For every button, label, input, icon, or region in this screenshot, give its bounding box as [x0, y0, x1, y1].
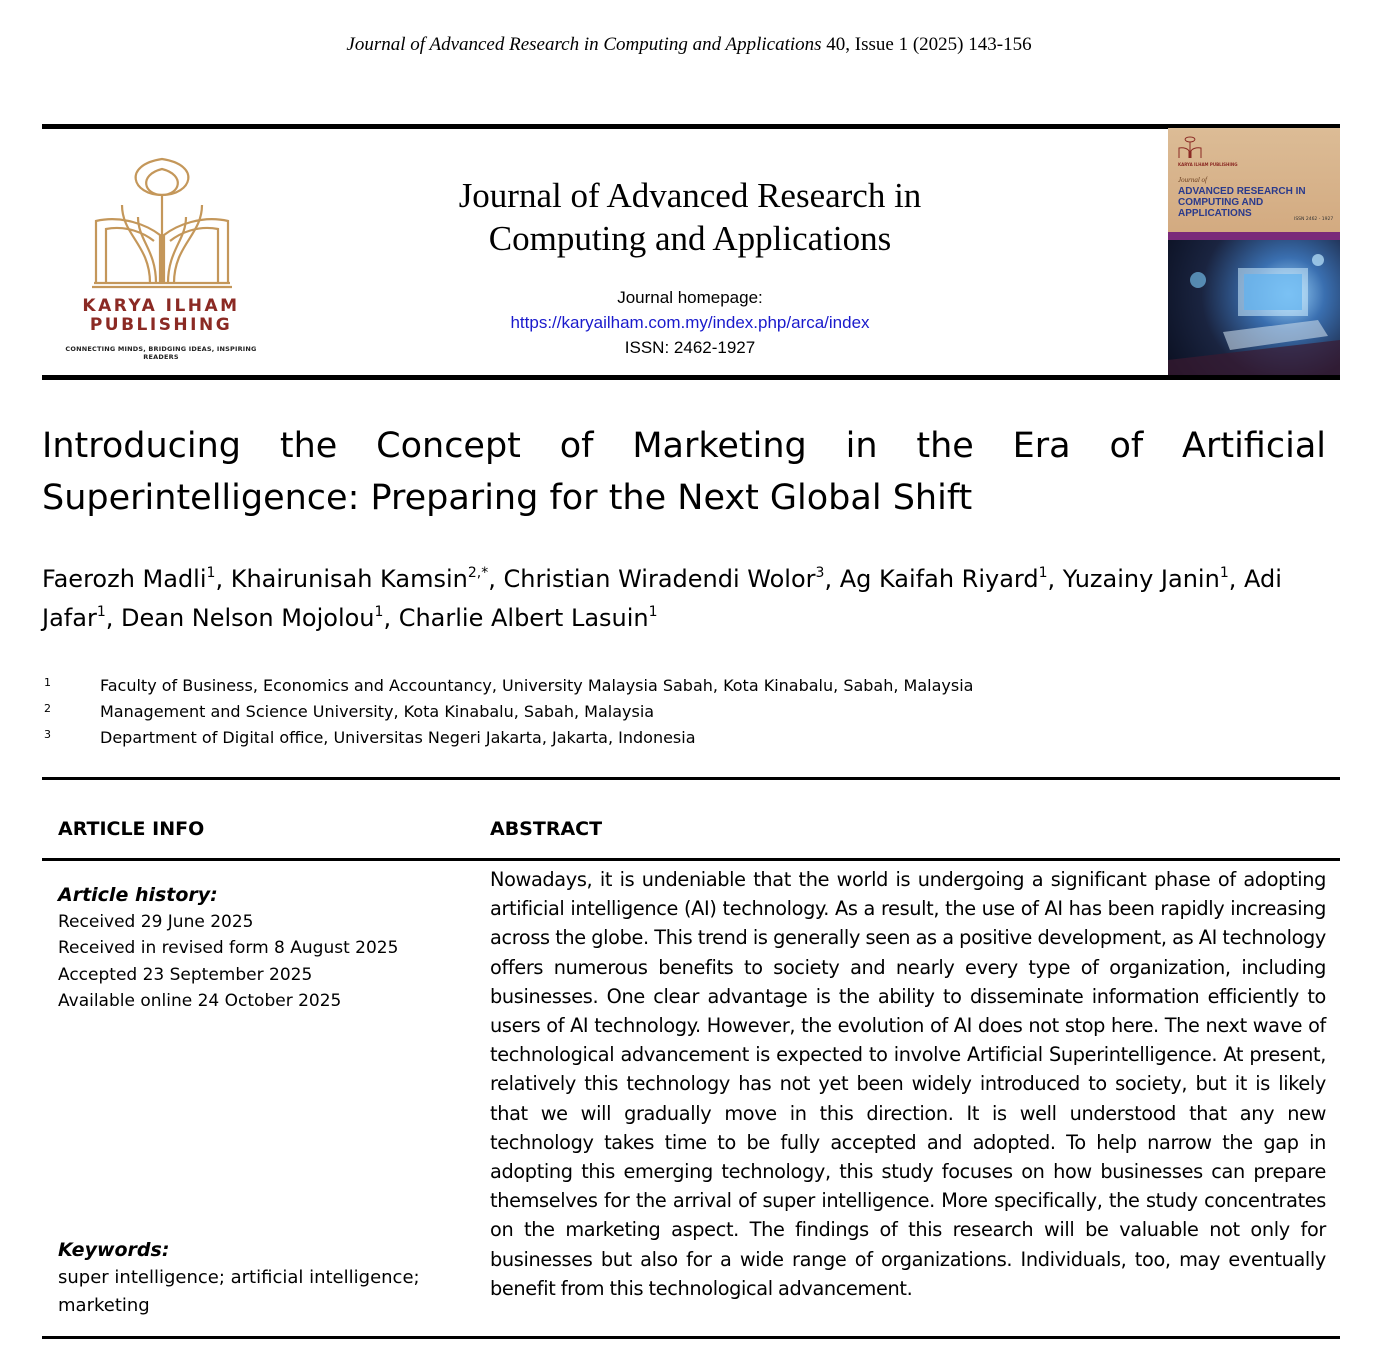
author: Yuzainy Janin$^1$: [1062, 565, 1229, 593]
affiliation-text: Faculty of Business, Economics and Accountancy, University Malaysia Sabah, Kota Kinabalu, Sabah, Malaysia: [100, 676, 974, 695]
journal-title-line1: Journal of Advanced Research in: [458, 176, 922, 215]
homepage-link[interactable]: https://karyailham.com.my/index.php/arca/index: [510, 313, 870, 332]
author: Dean Nelson Mojolou$^1$: [121, 604, 384, 632]
cover-title: ADVANCED RESEARCH IN COMPUTING AND APPLICATIONS: [1178, 186, 1306, 219]
date-accepted: Accepted 23 September 2025: [58, 964, 313, 985]
keywords-text: super intelligence; artificial intelligence; marketing: [58, 1267, 420, 1316]
date-received: Received 29 June 2025: [58, 911, 254, 932]
affiliation-text: Management and Science University, Kota Kinabalu, Sabah, Malaysia: [100, 702, 655, 721]
publisher-name-line1: KARYA ILHAM: [82, 296, 240, 316]
date-online: Available online 24 October 2025: [58, 991, 342, 1011]
cover-technology-image: [1168, 240, 1340, 375]
header-bottom-rule: [42, 375, 1340, 380]
author: Charlie Albert Lasuin$^1$: [398, 604, 658, 632]
publisher-name: [52, 297, 270, 335]
author-list: Faerozh Madli$^1$, Khairunisah Kamsin$^{2,*}$, Christian Wiradendi Wolor$^3$, Ag Kaifah Riyard$^1$, Yuzainy Janin$^1$, Adi Jafar$^1$, Dean Nelson Mojolou$^1$, Charlie Albert Lasuin$^1$: [42, 565, 1282, 632]
abstract-text: Nowadays, it is undeniable that the world is undergoing a significant phase of adopting artificial intelligence (AI) technology. As a result, the use of AI has been rapidly increasing across the globe. This trend is generally seen as a positive development, as AI technology offers numerous benefits to society and nearly every type of organization, including businesses. One clear advantage is the ability to disseminate information efficiently to users of AI technology. However, the evolution of AI does not stop here. The next wave of technological advancement is expected to involve Artificial Superintelligence. At present, relatively this technology has not yet been widely introduced to society, but it is likely that we will gradually move in this direction. It is well understood that any new technology takes time to be fully accepted and adopted. To help narrow the gap in adopting this emerging technology, this study focuses on how businesses can prepare themselves for the arrival of super intelligence. More specifically, the study concentrates on the marketing aspect. The findings of this research will be valuable not only for businesses but also for a wide range of organizations. Individuals, too, may eventually benefit from this technological advancement.: [490, 868, 1326, 1300]
author: Ag Kaifah Riyard$^1$: [839, 565, 1048, 593]
author: Faerozh Madli$^1$: [42, 565, 216, 593]
cover-journal-word: Journal of: [1178, 176, 1207, 184]
author: Christian Wiradendi Wolor$^3$: [503, 565, 825, 593]
running-head-journal: Journal of Advanced Research in Computing and Applications: [346, 34, 822, 55]
article-history: [58, 882, 458, 1015]
journal-homepage-block: [440, 285, 940, 360]
journal-cover: [1168, 128, 1340, 375]
abstract-heading: ABSTRACT: [490, 818, 603, 840]
cover-logo-icon: [1178, 136, 1202, 160]
author: Adi Jafar$^1$: [42, 565, 1282, 632]
affiliation-text: Department of Digital office, Universitas Negeri Jakarta, Jakarta, Indonesia: [100, 728, 696, 747]
running-head: [0, 34, 1378, 56]
running-head-citation: 40, Issue 1 (2025) 143-156: [821, 34, 1032, 55]
header-top-rule: [42, 124, 1340, 129]
publisher-name-line2: PUBLISHING: [89, 315, 233, 335]
journal-title: [340, 174, 1040, 260]
article-info-heading: ARTICLE INFO: [58, 818, 205, 840]
author: Khairunisah Kamsin$^{2,*}$: [230, 565, 489, 593]
section-header-rule: [42, 858, 1340, 861]
homepage-label: Journal homepage:: [617, 288, 763, 307]
laptop-illustration-icon: [1168, 240, 1340, 375]
article-history-label: Article history:: [58, 884, 218, 906]
journal-title-line2: Computing and Applications: [488, 219, 892, 258]
date-revised: Received in revised form 8 August 2025: [58, 938, 399, 958]
cover-brand: KARYA ILHAM PUBLISHING: [1178, 162, 1238, 167]
keywords-block: [58, 1236, 458, 1320]
section-top-rule: [42, 777, 1340, 780]
journal-issn: ISSN: 2462-1927: [624, 338, 756, 357]
keywords-label: Keywords:: [58, 1239, 170, 1261]
section-bottom-rule: [42, 1336, 1340, 1339]
cover-issn: ISSN 2462 - 1927: [1294, 217, 1334, 222]
cover-band: [1168, 232, 1340, 240]
affiliation-number: 2: [44, 702, 51, 715]
book-tree-logo-icon: [92, 155, 232, 290]
publisher-tagline: CONNECTING MINDS, BRIDGING IDEAS, INSPIRING READERS: [65, 345, 257, 361]
affiliation-number: 1: [44, 676, 51, 689]
publisher-logo: [52, 155, 270, 360]
article-title: Introducing the Concept of Marketing in the Era of Artificial Superintelligence: Preparing for the Next Global Shift: [42, 426, 1326, 518]
affiliation-number: 3: [44, 728, 51, 741]
